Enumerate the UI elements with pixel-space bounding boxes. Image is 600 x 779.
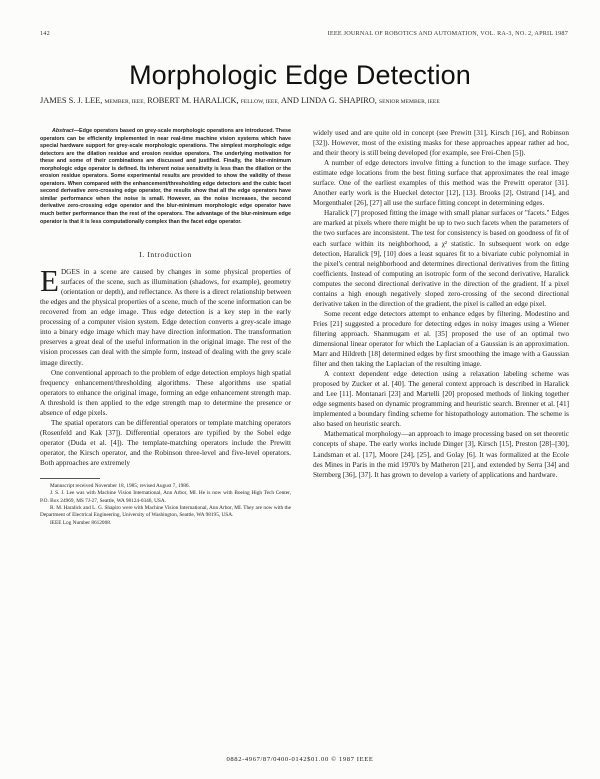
footnote-haralick-shapiro: R. M. Haralick and L. G. Shapiro were with Machine Vision International, Ann Arbor, MI. They are now with the Department of Electrical Engineering, University of Washington, Seattle, WA 98195, USA. [40,504,291,519]
intro-paragraph-2: One conventional approach to the problem of edge detection employs high spatial frequency enhancement/thresholding algorithms. These algorithms use spatial operators to enhance the original image, forming an edge enhancement strength map. A threshold is then applied to the edge strength map to determine the presence or absence of edge pixels. [40,368,291,417]
intro-paragraph-1 [40,263,291,367]
right-paragraph-5: A context dependent edge detection using a relaxation labeling scheme was proposed by Zucker et al. [40]. The general context approach is described in Haralick and Lee [11]. Montanari [23] and Martelli [20] proposed methods of linking together edge segments based on dynamic programming and heuristic search. Brenner et al. [41] implemented a boundary finding scheme for histopathology automation. The scheme is also based on heuristic search. [313,370,569,429]
author-2-grade: FELLOW, IEEE, [240,99,280,105]
journal-name: IEEE JOURNAL OF ROBOTICS AND AUTOMATION, VOL. RA-3, NO. 2, APRIL 1987 [327,30,568,37]
page-number: 142 [40,30,50,37]
intro-paragraph-1-text: DGES in a scene are caused by changes in some physical properties of surfaces of the scene, such as illumination (shadows, for example), geometry (orientation or depth), and reflectance. As there is a direct relationship between the edges and the physical properties of a scene, much of the scene information can be recovered from an edge image. Thus edge detection is a key step in the early processing of a computer vision system. Edge detection converts a grey-scale image into a binary edge image which may have direction information. The transformation preserves a great deal of the useful information in the original image. The rest of the vision processes can deal with the simple form, instead of dealing with the grey scale image directly. [40,268,291,367]
footnote-received: Manuscript received November 18, 1985; revised August 7, 1986. [50,483,190,490]
author-3-grade: SENIOR MEMBER, IEEE [379,99,440,105]
author-3: AND LINDA G. SHAPIRO, [280,96,377,105]
running-header [40,30,568,37]
abstract-lead: Abstract [52,128,74,134]
right-paragraph-2: A number of edge detectors involve fitting a function to the image surface. They estimate edge locations from the best fitting surface that approximates the real image surface. One of the earliest examples of this method was the Prewitt operator [31]. Another early work is the Hueckel detector [12], [13]. Brooks [2], Ostrand [14], and Morgenthaler [26], [27] all use the surface fitting concept in determining edges. [313,159,569,208]
author-2: ROBERT M. HARALICK, [147,96,239,105]
author-1-grade: MEMBER, IEEE, [104,99,146,105]
right-paragraph-1: widely used and are quite old in concept (see Prewitt [31], Kirsch [16], and Robinson [32]). However, most of the existing masks for these approaches appear rather ad hoc, and their theory is still being developed (for example, see Frei-Chen [5]). [313,129,569,158]
author-1: JAMES S. J. LEE, [40,96,103,105]
right-paragraph-3: Haralick [7] proposed fitting the image with small planar surfaces or "facets." Edges are marked at pixels where there might be up to two such facets when the parameters of the two surfaces are inconsistent. The test for consistency is based on goodness of fit of each surface within its neighborhood, a χ² statistic. In subsequent work on edge detection, Haralick [9], [10] does a least squares fit to a bivariate cubic polynomial in the pixel's central neighborhood and determines directional derivatives from the fitting coefficients. Instead of computing an isotropic form of the second derivative, Haralick computes the second directional derivative in the direction of the gradient. If a pixel contains a high enough negatively sloped zero-crossing of the second directional derivative taken in the direction of the gradient, the pixel is called an edge pixel. [313,209,569,308]
abstract-text: —Edge operators based on grey-scale morphologic operations are introduced. These operators can be efficiently implemented in near real-time machine vision systems which have special hardware support for grey-scale morphologic operations. The simplest morphologic edge detectors are the dilation residue and erosion residue operators. The underlying motivation for these and some of their combinations are discussed and justified. Finally, the blur-minimum morphologic edge operator is defined. Its inherent noise sensitivity is less than the dilation or the erosion residue operators. Some experimental results are provided to show the validity of these operators. When compared with the enhancement/thresholding edge detectors and the cubic facet second derivative zero-crossing edge operator, the results show that all the edge operators have similar performance when the noise is small. However, as the noise increases, the second derivative zero-crossing edge operator and the blur-minimum morphologic edge operator have much better performance than the rest of the operators. The advantage of the blur-minimum edge operator is that it is less computationally complex than the facet edge operator. [40,128,291,225]
footnote-lee: J. S. J. Lee was with Machine Vision International, Ann Arbor, MI. He is now with Boeing High Tech Center, P.O. Box 24969, MS 7J-27, Seattle, WA 98124-0346, USA. [40,490,291,504]
footnote-divider [40,478,100,479]
right-paragraph-4: Some recent edge detectors attempt to enhance edges by filtering. Modestino and Fries [21] suggested a procedure for detecting edges in noisy images using a Wiener filtering approach. Shanmugam et al. [35] proposed the use of an optimal two dimensional linear operator for which the Laplacian of a Gaussian is an approximation. Marr and Hildreth [18] determined edges by first smoothing the image with a Gaussian filter and then taking the Laplacian of the resulting image. [313,309,569,369]
left-column [40,128,291,527]
footnotes [40,483,291,527]
paper-title: Morphologic Edge Detection [129,60,471,90]
intro-paragraph-3: The spatial operators can be differential operators or template matching operators (Rosenfeld and Kak [37]). Differential operators are typified by the Sobel edge operator (Duda et al. [4]). The template-matching operators include the Prewitt operator, the Kirsch operator, and the Robinson three-level and five-level operators. Both approaches are extremely [40,418,291,467]
right-paragraph-6: Mathematical morphology—an approach to image processing based on set theoretic concepts of shape. The early works include Dinger [3], Kirsch [15], Preston [28]–[30], Landsman et al. [17], Moore [24], [25], and Golay [6]. It was formalized at the Ecole des Mines in Paris in the mid 1970's by Matheron [21], and extended by Serra [34] and Sternberg [36], [37]. It has grown to develop a variety of applications and hardware. [313,430,569,479]
footnote-log-number: IEEE Log Number 8612008. [50,519,112,526]
drop-cap: E [40,263,59,299]
author-line [40,96,568,105]
section-heading: I. Introduction [139,250,192,260]
right-column [313,128,569,480]
abstract [40,128,291,226]
copyright-footer: 0882-4967/87/0400-0142$01.00 © 1987 IEEE [226,756,374,763]
